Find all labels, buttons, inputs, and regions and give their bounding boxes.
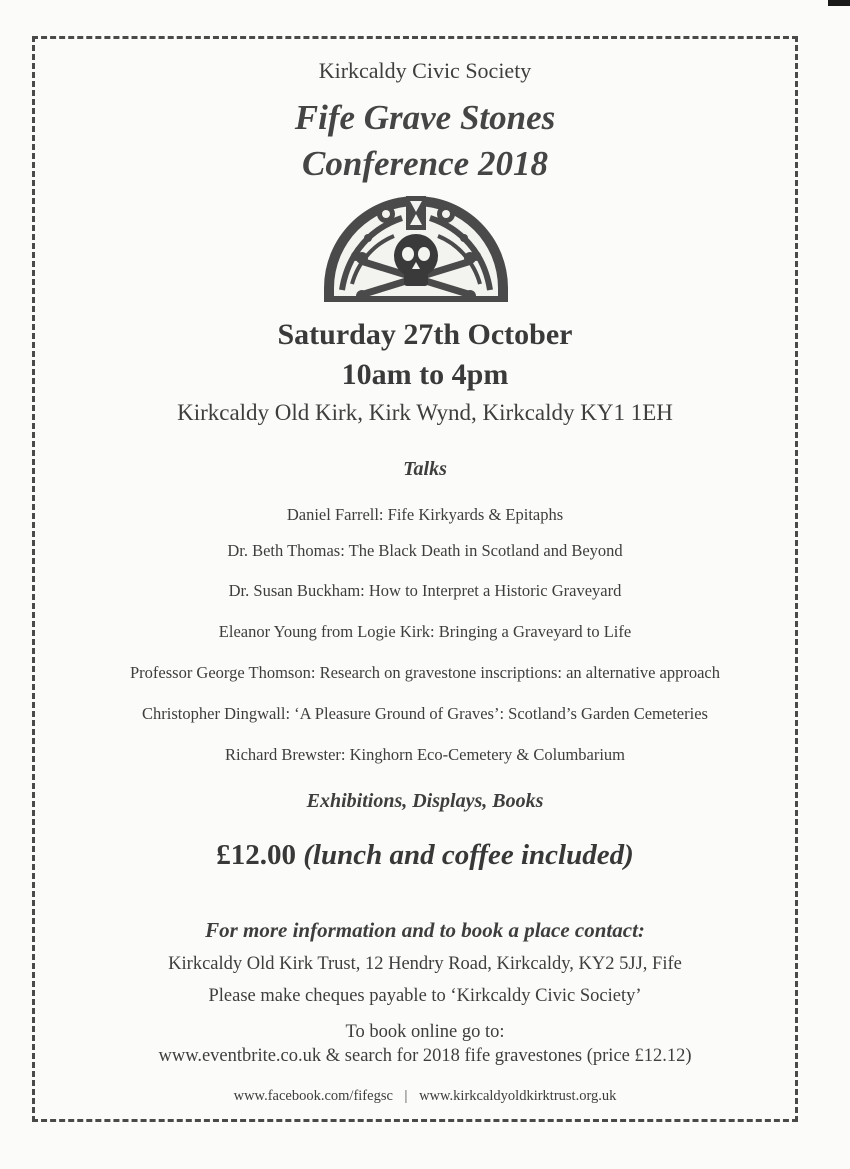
footer-links: [0, 1088, 850, 1105]
talk-item: Professor George Thomson: Research on gravestone inscriptions: an alternative approach: [129, 663, 720, 682]
exhibitions-line: Exhibitions, Displays, Books: [306, 790, 544, 812]
online-booking-intro: To book online go to:: [345, 1022, 505, 1042]
contact-address: Kirkcaldy Old Kirk Trust, 12 Hendry Road, Kirkcaldy, KY2 5JJ, Fife: [168, 954, 682, 974]
scan-corner-mark: [828, 0, 850, 6]
skull-crossbones-gravestone-icon: [322, 192, 510, 304]
event-time: 10am to 4pm: [341, 358, 509, 391]
talk-item: Eleanor Young from Logie Kirk: Bringing a Graveyard to Life: [218, 622, 632, 641]
talks-heading: Talks: [403, 458, 447, 480]
talk-item: Dr. Susan Buckham: How to Interpret a Historic Graveyard: [228, 581, 622, 600]
talk-item: Dr. Beth Thomas: The Black Death in Scotland and Beyond: [227, 541, 623, 560]
price-amount: £12.00: [216, 839, 296, 871]
link-separator: |: [404, 1088, 408, 1104]
conference-title-line1: Fife Grave Stones: [294, 98, 556, 137]
talk-item: Christopher Dingwall: ‘A Pleasure Ground of Graves’: Scotland’s Garden Cemeteries: [142, 704, 708, 723]
contact-heading: For more information and to book a place contact:: [205, 918, 645, 942]
event-venue: Kirkcaldy Old Kirk, Kirk Wynd, Kirkcaldy KY1 1EH: [177, 400, 673, 425]
price-note: (lunch and coffee included): [303, 839, 634, 871]
price-line: [0, 839, 850, 872]
facebook-link[interactable]: www.facebook.com/fifegsc: [233, 1088, 393, 1104]
conference-title-line2: Conference 2018: [302, 144, 548, 183]
online-booking-detail: www.eventbrite.co.uk & search for 2018 fife gravestones (price £12.12): [158, 1046, 692, 1066]
event-date: Saturday 27th October: [277, 318, 573, 351]
society-name: Kirkcaldy Civic Society: [318, 58, 532, 83]
cheque-instructions: Please make cheques payable to ‘Kirkcaldy Civic Society’: [208, 986, 642, 1006]
website-link[interactable]: www.kirkcaldyoldkirktrust.org.uk: [419, 1088, 617, 1104]
talk-item: Daniel Farrell: Fife Kirkyards & Epitaphs: [286, 505, 564, 524]
talk-item: Richard Brewster: Kinghorn Eco-Cemetery & Columbarium: [224, 745, 626, 764]
